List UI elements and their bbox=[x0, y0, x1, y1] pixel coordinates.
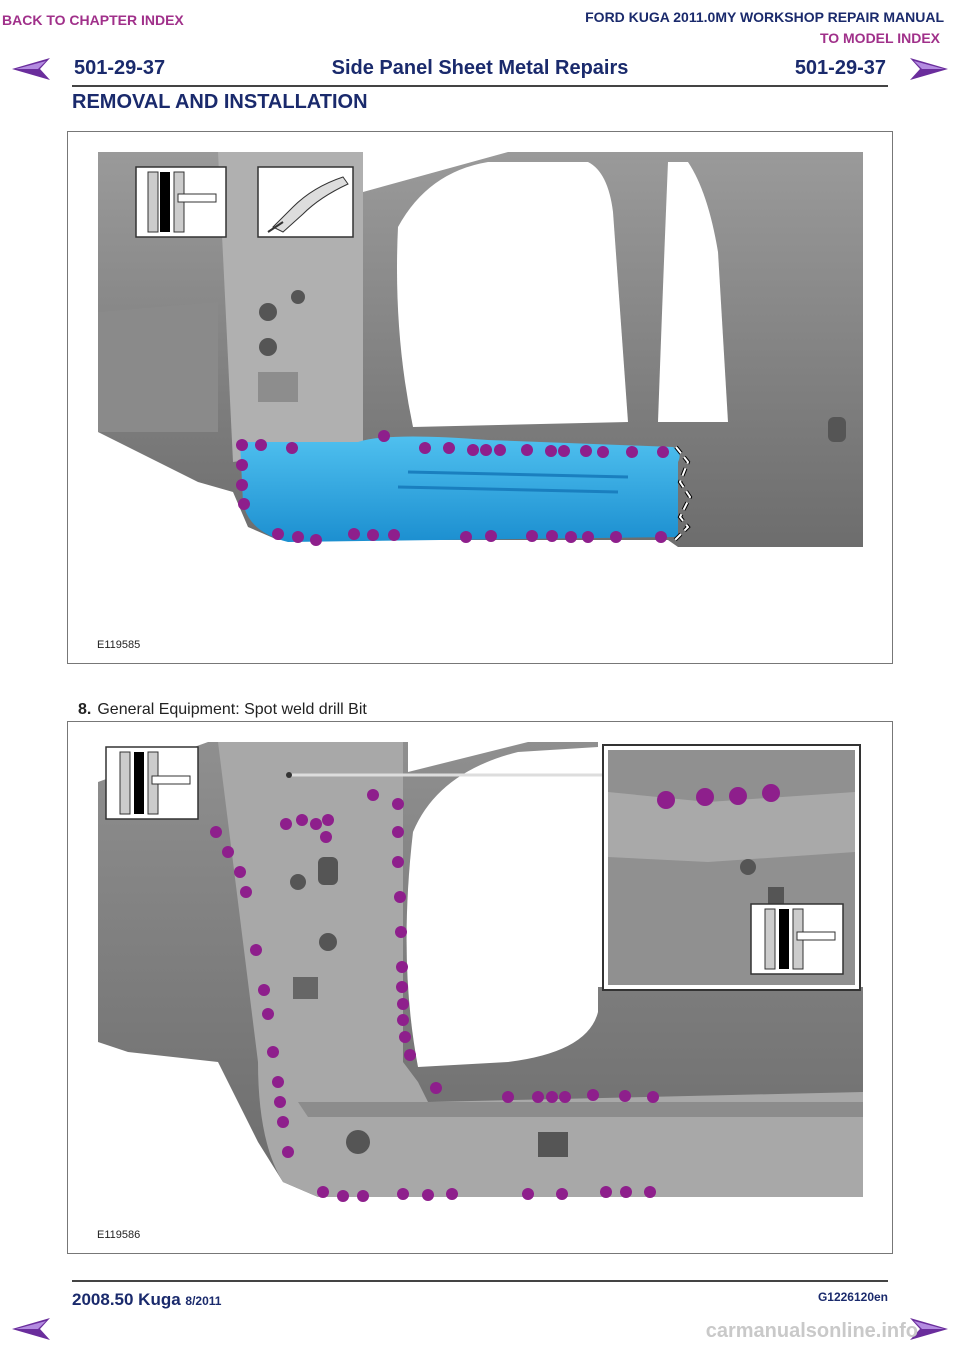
section-title: Side Panel Sheet Metal Repairs bbox=[331, 57, 629, 79]
side-panel-illustration-2 bbox=[68, 722, 892, 1253]
section-number-left: 501-29-37 bbox=[74, 57, 166, 79]
step-8 bbox=[78, 701, 367, 719]
side-panel-illustration-1 bbox=[68, 132, 892, 663]
air-saw-icon bbox=[258, 167, 353, 237]
manual-title: FORD KUGA 2011.0MY WORKSHOP REPAIR MANUAL bbox=[585, 9, 944, 25]
header-rule bbox=[72, 85, 888, 87]
spot-weld-drill-icon bbox=[106, 747, 198, 819]
back-to-model-index-link[interactable]: TO MODEL INDEX bbox=[819, 30, 940, 46]
footer-code: G1226120en bbox=[817, 1290, 888, 1304]
model-date: 8/2011 bbox=[185, 1294, 222, 1308]
section-heading: REMOVAL AND INSTALLATION bbox=[72, 91, 368, 113]
prev-page-arrow-icon[interactable] bbox=[10, 1316, 52, 1342]
figure-e119585 bbox=[67, 131, 893, 664]
model-name: 2008.50 Kuga bbox=[72, 1290, 181, 1309]
figure-e119586 bbox=[67, 721, 893, 1254]
watermark: carmanualsonline.info bbox=[705, 1320, 918, 1342]
footer-rule bbox=[72, 1280, 888, 1282]
footer-model bbox=[72, 1290, 221, 1310]
figure-code: E119586 bbox=[97, 1229, 141, 1241]
spot-weld-drill-icon bbox=[751, 904, 843, 974]
step-number: 8. bbox=[78, 701, 92, 718]
section-number-right: 501-29-37 bbox=[794, 57, 886, 79]
step-text: General Equipment: Spot weld drill Bit bbox=[97, 701, 367, 718]
figure-code: E119585 bbox=[97, 639, 141, 651]
detail-inset bbox=[603, 745, 860, 990]
back-to-chapter-index-link[interactable]: BACK TO CHAPTER INDEX bbox=[2, 12, 184, 28]
spot-weld-drill-icon bbox=[136, 167, 226, 237]
